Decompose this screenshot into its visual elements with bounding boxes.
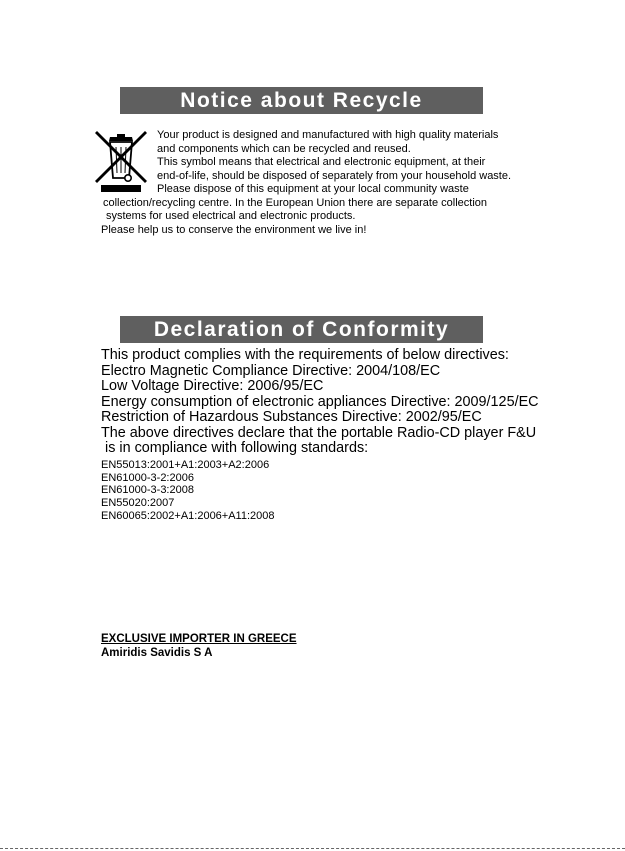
declaration-line: is in compliance with following standards: <box>101 440 369 456</box>
conformity-heading-banner <box>120 316 483 343</box>
standard-item: EN61000-3-3:2008 <box>101 484 194 496</box>
conformity-heading: Declaration of Conformity <box>153 317 450 341</box>
recycle-text-line: systems for used electrical and electronic products. <box>106 210 356 222</box>
page-bottom-rule <box>0 848 625 849</box>
importer-title: EXCLUSIVE IMPORTER IN GREECE <box>101 633 297 645</box>
declaration-line: Energy consumption of electronic appliances Directive: 2009/125/EC <box>101 393 539 410</box>
standard-item: EN55020:2007 <box>101 497 175 509</box>
standard-item: EN60065:2002+A1:2006+A11:2008 <box>101 510 275 522</box>
recycle-text-line: end-of-life, should be disposed of separately from your household waste. <box>157 169 512 182</box>
recycle-text-line: and components which can be recycled and reused. <box>157 142 411 155</box>
declaration-line: Low Voltage Directive: 2006/95/EC <box>101 378 324 394</box>
recycle-text-line: collection/recycling centre. In the European Union there are separate collection <box>103 196 488 209</box>
importer-name: Amiridis Savidis S A <box>101 647 213 659</box>
standard-item: EN61000-3-2:2006 <box>101 471 194 484</box>
crossed-out-wheelie-bin-icon <box>93 128 149 194</box>
declaration-line: This product complies with the requirements of below directives: <box>101 347 509 363</box>
declaration-line: Electro Magnetic Compliance Directive: 2004/108/EC <box>101 362 441 379</box>
standard-item: EN55013:2001+A1:2003+A2:2006 <box>101 459 270 471</box>
recycle-text-line: Please dispose of this equipment at your local community waste <box>157 183 469 195</box>
declaration-line: The above directives declare that the portable Radio-CD player F&U <box>101 424 537 441</box>
declaration-line: Restriction of Hazardous Substances Directive: 2002/95/EC <box>101 409 482 425</box>
recycle-text-line: Your product is designed and manufactured with high quality materials <box>157 129 499 141</box>
recycle-text-line: This symbol means that electrical and electronic equipment, at their <box>157 156 486 168</box>
recycle-heading: Notice about Recycle <box>180 88 423 112</box>
recycle-text-line: Please help us to conserve the environment we live in! <box>101 223 367 236</box>
recycle-heading-banner <box>120 87 483 114</box>
